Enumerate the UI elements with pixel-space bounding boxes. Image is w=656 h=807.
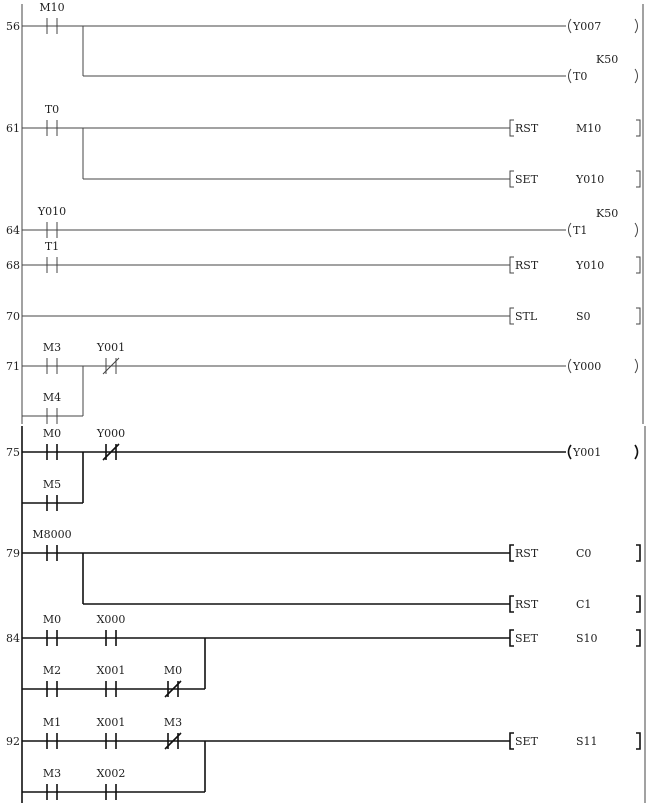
timer-preset: K50 [596, 53, 619, 66]
contact-label: T1 [44, 240, 60, 253]
coil-operand: Y001 [573, 446, 602, 459]
instr-open-bracket [510, 308, 514, 324]
step-number: 75 [6, 446, 20, 459]
instruction-box [510, 733, 640, 749]
rung-56 [6, 1, 638, 83]
nc-contact [96, 427, 125, 460]
coil-operand: T1 [573, 224, 588, 237]
contact-label: X000 [96, 613, 126, 626]
contact-label: X001 [96, 664, 126, 677]
no-contact [97, 613, 126, 646]
instr-operand: S11 [576, 735, 598, 748]
coil-close-paren [635, 359, 638, 373]
instr-close-bracket [636, 120, 640, 136]
instr-close-bracket [636, 630, 640, 646]
rung-79 [6, 528, 640, 612]
step-number: 68 [6, 259, 20, 272]
step-number: 79 [6, 547, 20, 560]
instr-op: RST [515, 598, 539, 611]
no-contact [43, 391, 61, 424]
coil-open-paren [569, 359, 572, 373]
contact-label: Y000 [96, 427, 126, 440]
output-coil [569, 19, 638, 33]
rung-64 [6, 205, 638, 238]
instr-open-bracket [510, 630, 514, 646]
instr-operand: M10 [576, 122, 602, 135]
rung-71 [6, 341, 638, 424]
step-number: 61 [6, 122, 20, 135]
output-coil [569, 207, 638, 237]
coil-open-paren [569, 19, 572, 33]
no-contact [32, 528, 71, 561]
coil-operand: Y000 [573, 360, 602, 373]
contact-label: M3 [42, 341, 62, 354]
no-contact [45, 240, 59, 273]
no-contact [37, 205, 66, 238]
rung-75 [6, 427, 638, 511]
no-contact [97, 716, 126, 749]
contact-label: M3 [163, 716, 183, 729]
instr-open-bracket [510, 545, 514, 561]
contact-label: M0 [163, 664, 183, 677]
step-number: 92 [6, 735, 20, 748]
instr-op: SET [515, 735, 538, 748]
instr-op: SET [515, 632, 538, 645]
coil-close-paren [635, 445, 638, 459]
instr-op: RST [515, 259, 539, 272]
instr-operand: C0 [576, 547, 592, 560]
instr-op: STL [515, 310, 538, 323]
step-number: 56 [6, 20, 20, 33]
instruction-box [510, 257, 640, 273]
coil-close-paren [635, 223, 638, 237]
instruction-box [510, 630, 640, 646]
no-contact [43, 767, 61, 800]
rung-61 [6, 103, 640, 187]
timer-preset: K50 [596, 207, 619, 220]
instr-operand: S10 [576, 632, 598, 645]
coil-open-paren [569, 445, 572, 459]
instr-operand: S0 [576, 310, 591, 323]
instruction-box [510, 308, 640, 324]
contact-label: T0 [44, 103, 60, 116]
no-contact [97, 767, 126, 800]
coil-open-paren [569, 223, 572, 237]
instr-operand: C1 [576, 598, 592, 611]
coil-operand: T0 [573, 70, 588, 83]
coil-operand: Y007 [573, 20, 602, 33]
contact-label: M0 [42, 613, 62, 626]
instr-operand: Y010 [576, 173, 605, 186]
instr-close-bracket [636, 308, 640, 324]
contact-label: M10 [39, 1, 65, 14]
coil-close-paren [635, 69, 638, 83]
instr-op: RST [515, 547, 539, 560]
instr-open-bracket [510, 733, 514, 749]
instr-close-bracket [636, 171, 640, 187]
rung-70 [6, 308, 640, 324]
output-coil [569, 359, 638, 373]
contact-label: Y001 [96, 341, 126, 354]
contact-label: M0 [42, 427, 62, 440]
contact-label: M4 [42, 391, 62, 404]
rung-68 [6, 240, 640, 273]
step-number: 71 [6, 360, 20, 373]
instr-op: SET [515, 173, 538, 186]
output-coil [569, 53, 638, 83]
no-contact [43, 478, 61, 511]
instr-open-bracket [510, 120, 514, 136]
step-number: 64 [6, 224, 20, 237]
contact-label: M2 [42, 664, 62, 677]
instr-open-bracket [510, 257, 514, 273]
instruction-box [510, 596, 640, 612]
step-number: 70 [6, 310, 20, 323]
contact-label: M8000 [32, 528, 72, 541]
contact-label: Y010 [37, 205, 67, 218]
output-coil [569, 445, 638, 459]
step-number: 84 [6, 632, 20, 645]
no-contact [43, 341, 61, 374]
no-contact [45, 103, 59, 136]
contact-label: X001 [96, 716, 126, 729]
no-contact [43, 716, 61, 749]
instr-close-bracket [636, 257, 640, 273]
nc-contact [96, 341, 125, 374]
contact-label: X002 [96, 767, 126, 780]
instr-close-bracket [636, 545, 640, 561]
contact-label: M1 [42, 716, 62, 729]
no-contact [39, 1, 64, 34]
instr-operand: Y010 [576, 259, 605, 272]
instr-open-bracket [510, 596, 514, 612]
no-contact [97, 664, 126, 697]
instr-open-bracket [510, 171, 514, 187]
rung-92 [6, 716, 640, 800]
coil-close-paren [635, 19, 638, 33]
instruction-box [510, 120, 640, 136]
nc-contact [164, 716, 182, 749]
contact-label: M5 [42, 478, 62, 491]
rung-84 [6, 613, 640, 697]
nc-contact [164, 664, 182, 697]
no-contact [43, 664, 61, 697]
instruction-box [510, 545, 640, 561]
no-contact [43, 427, 61, 460]
no-contact [43, 613, 61, 646]
instr-close-bracket [636, 733, 640, 749]
instruction-box [510, 171, 640, 187]
contact-label: M3 [42, 767, 62, 780]
instr-op: RST [515, 122, 539, 135]
instr-close-bracket [636, 596, 640, 612]
coil-open-paren [569, 69, 572, 83]
